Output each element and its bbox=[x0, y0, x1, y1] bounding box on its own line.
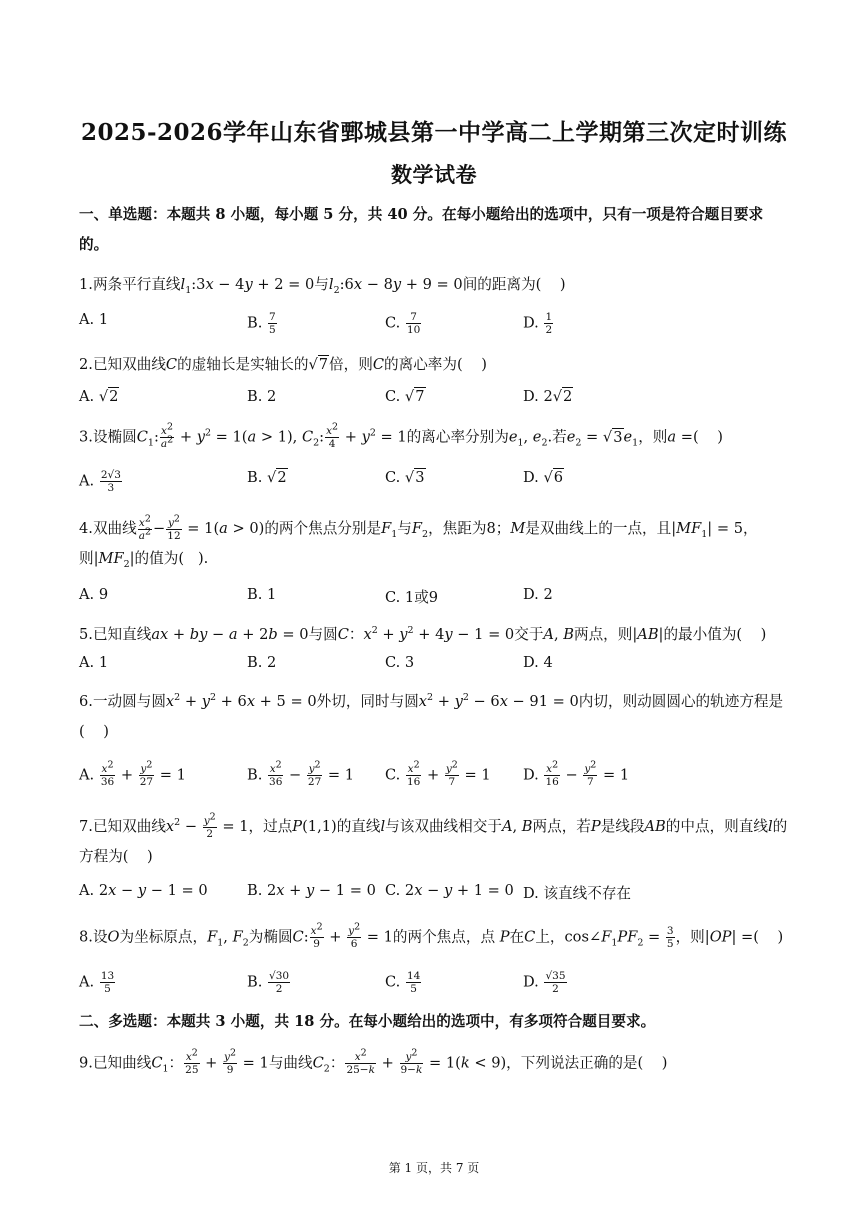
option-d: D. $\frac{√35}{2}$ bbox=[523, 970, 566, 995]
option-c: C. $\frac{7}{10}$ bbox=[385, 311, 421, 336]
option-d: D. 4 bbox=[523, 654, 553, 671]
question-5-options bbox=[79, 654, 791, 684]
option-d: D. √6 bbox=[523, 469, 564, 486]
question-8: 8.设O为坐标原点，$F_1$, $F_2$为椭圆C: $\frac{x^2}{9}$ + $\frac{y^2}{6}$ = 1的两个焦点，点 P在C上，$\cos\angle F_1PF_2$ = $\frac{3}{5}$ ，则|OP| =( ) bbox=[79, 921, 784, 950]
option-b: B. $\frac{x^2}{36}$ − $\frac{y^2}{27}$ = 1 bbox=[247, 759, 355, 788]
question-2: 2.已知双曲线C的虚轴长是实轴长的√7倍，则C的离心率为( ) bbox=[79, 356, 487, 373]
section-heading-single-choice: 一、单选题：本题共 8 小题，每小题 5 分，共 40 分。在每小题给出的选项中，只有一项是符合题目要求的。 bbox=[79, 206, 764, 253]
option-a: A. 2x − y − 1 = 0 bbox=[79, 882, 208, 899]
option-b: B. 2 bbox=[247, 388, 277, 405]
option-d: D. 2√2 bbox=[523, 388, 573, 405]
exam-subtitle: 数学试卷 bbox=[391, 162, 477, 187]
option-a: A. 9 bbox=[79, 586, 109, 603]
option-c: C. 1或9 bbox=[385, 589, 439, 606]
option-b: B. 1 bbox=[247, 586, 277, 603]
option-d: D. $\frac{1}{2}$ bbox=[523, 311, 553, 336]
question-6: 6.一动圆与圆$x^2 + y^2 + 6x + 5 = 0$外切，同时与圆$x^2 + y^2 - 6x - 91 = 0$内切，则动圆圆心的轨迹方程是( ) bbox=[79, 692, 784, 740]
option-c: C. $\frac{x^2}{16}$ + $\frac{y^2}{7}$ = 1 bbox=[385, 759, 491, 788]
question-8-options bbox=[79, 970, 791, 1000]
question-5: 5.已知直线ax + by − a + 2b = 0与圆C：$x^2 + y^2 + 4y - 1 = 0$交于A, B两点，则|AB|的最小值为( ) bbox=[79, 625, 767, 643]
page-footer: 第 1 页，共 7 页 bbox=[388, 1161, 480, 1175]
exam-title: 2025-2026学年山东省鄄城县第一中学高二上学期第三次定时训练 bbox=[80, 119, 788, 146]
question-2-options bbox=[79, 388, 791, 418]
option-c: C. 3 bbox=[385, 654, 415, 671]
option-b: B. $\frac{√30}{2}$ bbox=[247, 970, 290, 995]
option-a: A. $\frac{2√3}{3}$ bbox=[79, 469, 121, 494]
option-c: C. √7 bbox=[385, 388, 425, 405]
option-b: B. $\frac{7}{5}$ bbox=[247, 311, 276, 336]
option-a: A. 1 bbox=[79, 311, 109, 328]
question-1-options bbox=[79, 311, 791, 341]
option-c: C. $\frac{14}{5}$ bbox=[385, 970, 421, 995]
question-4: 4.双曲线 $\frac{x^2}{a^2}$ − $\frac{y^2}{12}$ = 1(a > 0)的两个焦点分别是$F_1$与$F_2$，焦距为8；M是双曲线上的一点，且$|MF_1| = 5$，则$|MF_2|$的值为( ). bbox=[79, 513, 758, 570]
question-3-options bbox=[79, 469, 791, 499]
option-a: A. $\frac{13}{5}$ bbox=[79, 970, 115, 995]
option-d: D. 该直线不存在 bbox=[523, 885, 632, 902]
option-a: A. √2 bbox=[79, 388, 119, 405]
option-d: D. 2 bbox=[523, 586, 553, 603]
option-c: C. √3 bbox=[385, 469, 425, 486]
option-a: A. 1 bbox=[79, 654, 109, 671]
option-d: D. $\frac{x^2}{16}$ − $\frac{y^2}{7}$ = 1 bbox=[523, 759, 630, 788]
question-6-options bbox=[79, 759, 791, 793]
section-heading-multiple-choice: 二、多选题：本题共 3 小题，共 18 分。在每小题给出的选项中，有多项符合题目要求。 bbox=[79, 1013, 656, 1030]
question-3: 3.设椭圆$C_1$: $\frac{x^2}{a^2}$ + $y^2 = 1(a > 1)$, $C_2$: $\frac{x^2}{4}$ + $y^2 = 1$的离心率分别为$e_1$, $e_2$.若$e_2 = √3e_1$，则a =( ) bbox=[79, 421, 723, 450]
option-c: C. 2x − y + 1 = 0 bbox=[385, 882, 514, 899]
question-1: 1.两条平行直线$l_1:3x - 4y + 2 = 0$与$l_2:6x - 8y + 9 = 0$间的距离为( ) bbox=[79, 276, 566, 296]
question-7: 7.已知双曲线$x^2$ − $\frac{y^2}{2}$ = 1，过点P(1,1)的直线l与该双曲线相交于A, B两点，若P是线段AB的中点，则直线l的方程为( ) bbox=[79, 811, 788, 865]
option-b: B. √2 bbox=[247, 469, 287, 486]
question-4-options bbox=[79, 586, 791, 616]
option-b: B. 2 bbox=[247, 654, 277, 671]
option-a: A. $\frac{x^2}{36}$ + $\frac{y^2}{27}$ = 1 bbox=[79, 759, 186, 788]
option-b: B. 2x + y − 1 = 0 bbox=[247, 882, 376, 899]
question-9: 9.已知曲线$C_1$： $\frac{x^2}{25}$ + $\frac{y^2}{9}$ = 1与曲线$C_2$： $\frac{x^2}{25-k}$ + $\frac{y^2}{9-k}$ = 1(k < 9)，下列说法正确的是( ) bbox=[79, 1047, 668, 1076]
question-7-options bbox=[79, 882, 791, 912]
